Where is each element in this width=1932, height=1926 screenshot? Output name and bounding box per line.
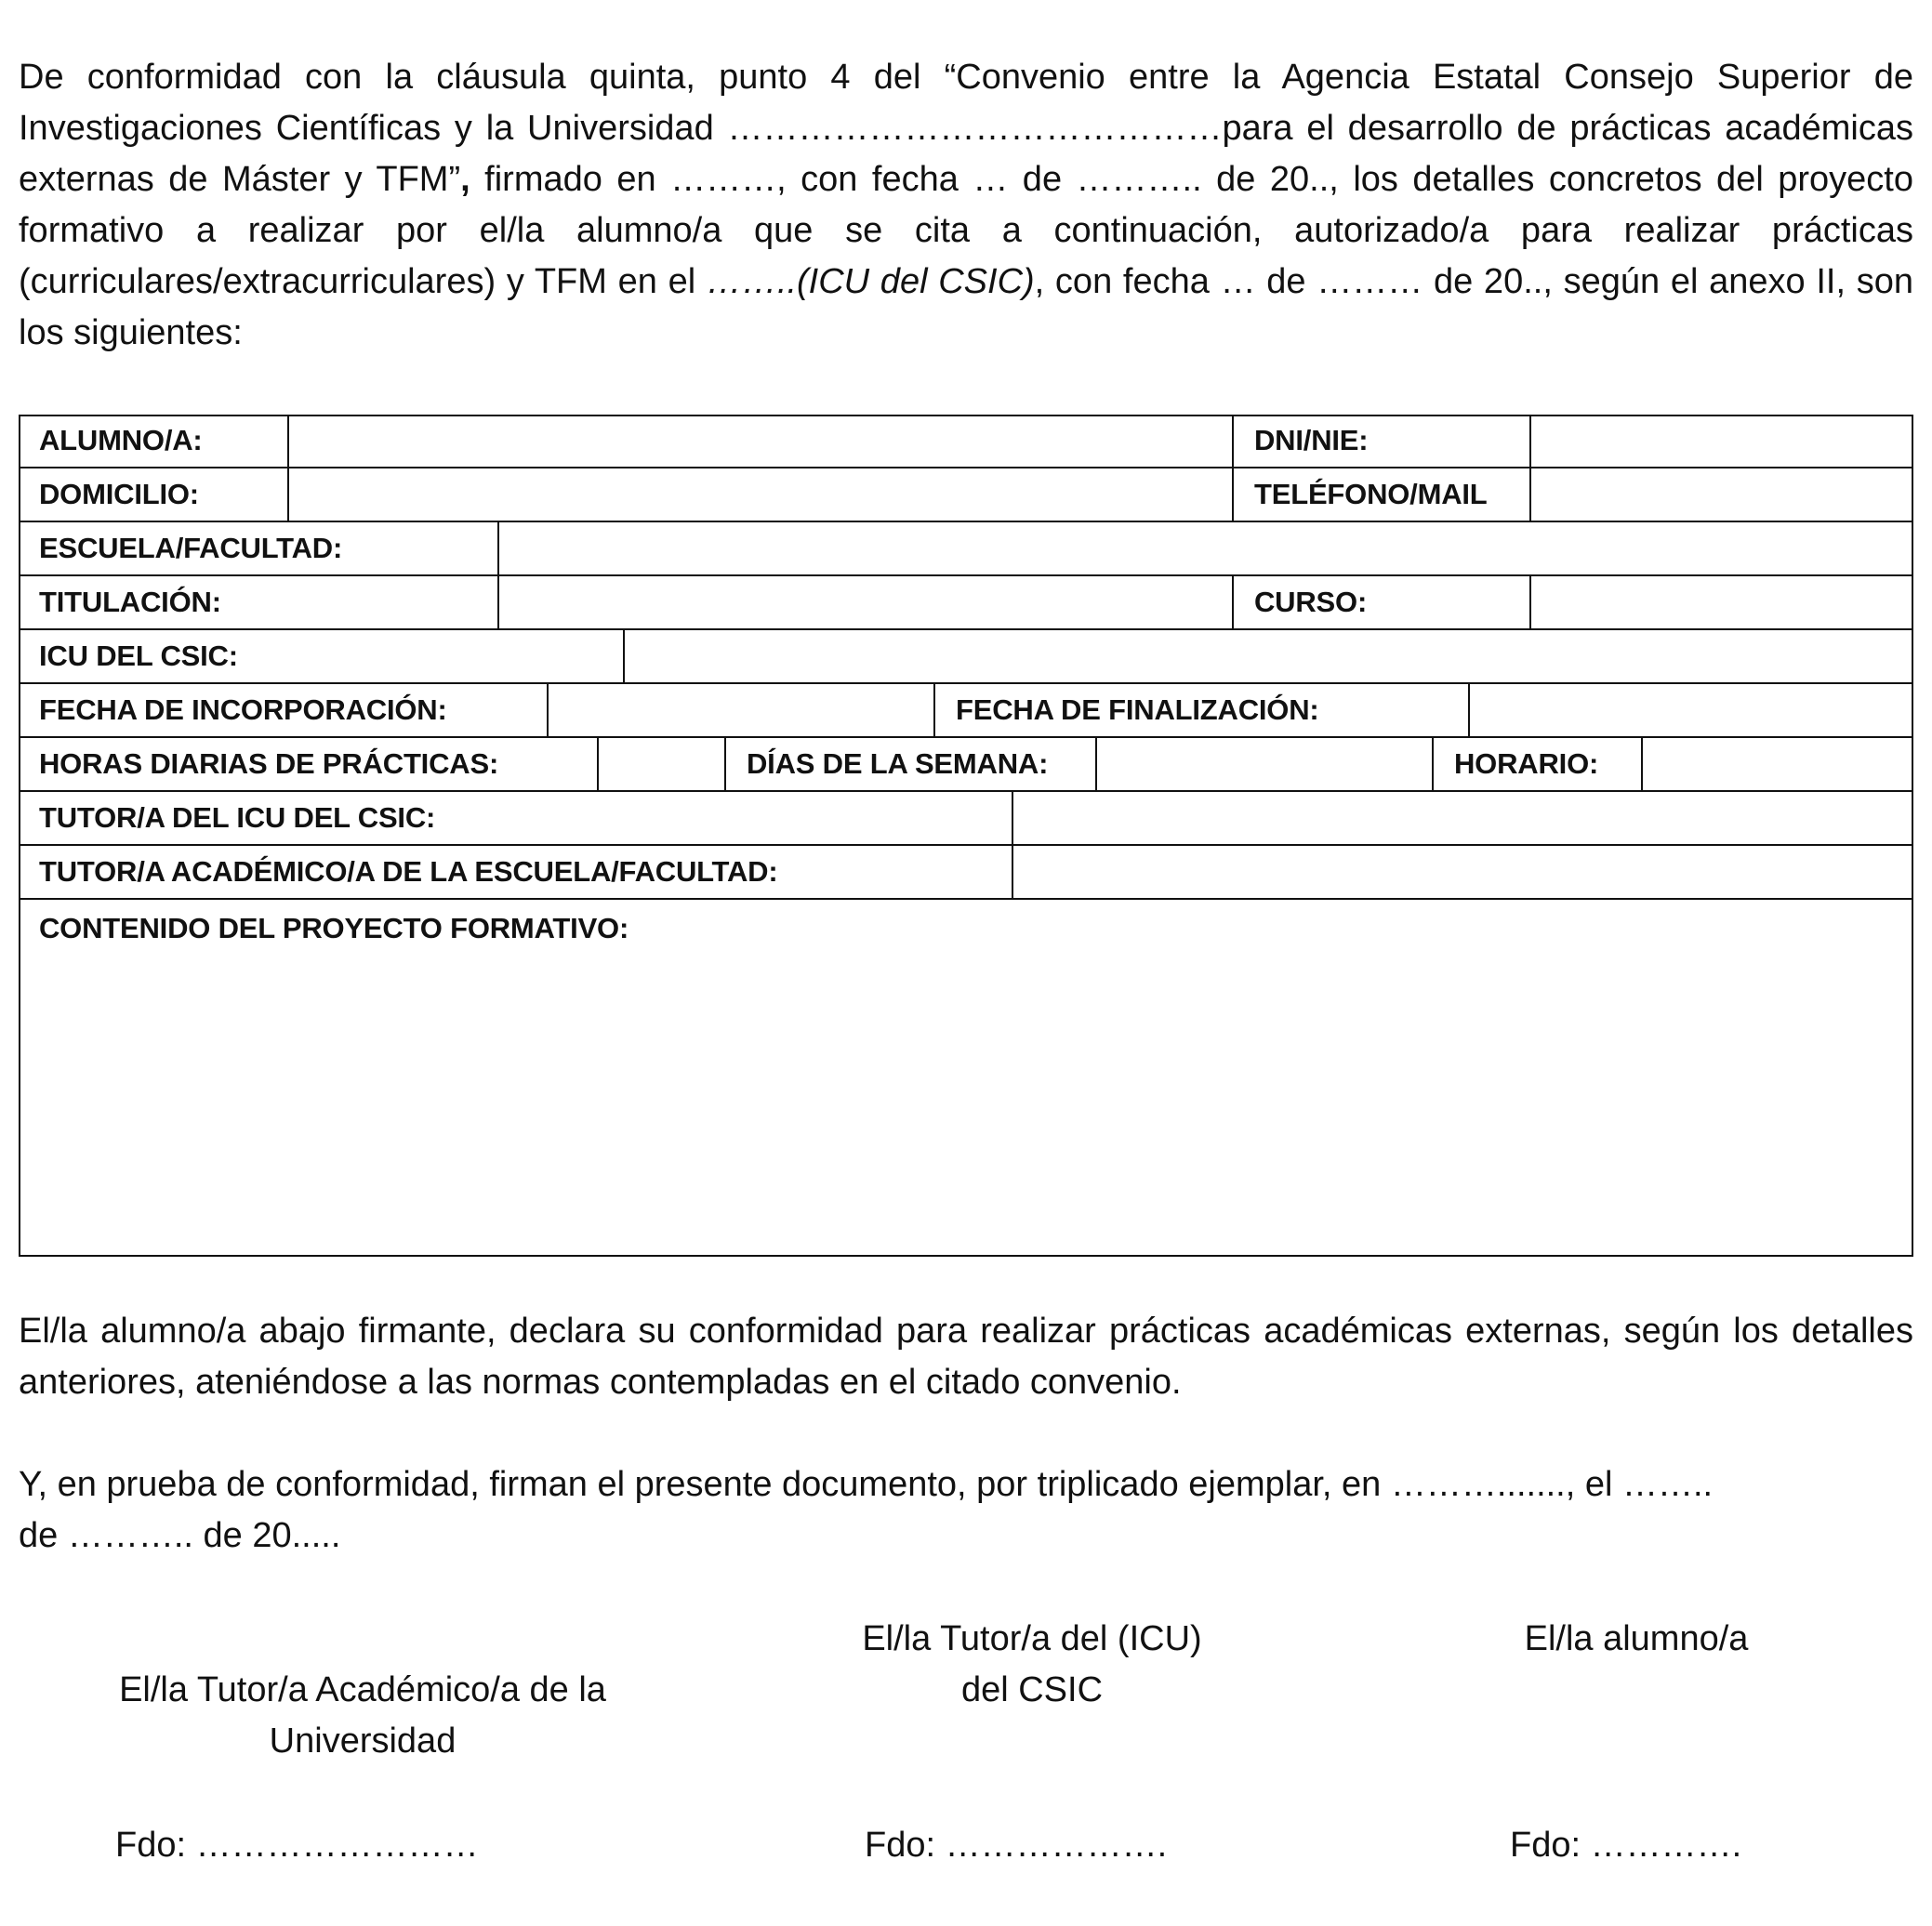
label-domicilio: DOMICILIO: <box>19 468 289 522</box>
declaration-paragraph: El/la alumno/a abajo firmante, declara su conformidad para realizar prácticas académicas externas, según los detalles anteriores, ateniéndose a las normas contempladas en el citado convenio. <box>19 1312 1913 1402</box>
field-escuela[interactable] <box>499 522 1913 576</box>
signature-icu-title: El/la Tutor/a del (ICU) <box>862 1619 1202 1658</box>
field-titulacion[interactable] <box>499 576 1234 630</box>
field-alumno[interactable] <box>289 415 1234 468</box>
intro-paragraph <box>19 52 1913 359</box>
label-horario: HORARIO: <box>1434 738 1643 792</box>
signature-icu-subtitle: del CSIC <box>960 1670 1104 1709</box>
label-tutor-academico: TUTOR/A ACADÉMICO/A DE LA ESCUELA/FACULTAD: <box>19 846 1013 900</box>
field-icu[interactable] <box>625 630 1913 684</box>
signature-alumno <box>1450 1614 1822 1665</box>
field-fecha-finalizacion[interactable] <box>1470 684 1913 738</box>
field-telefono[interactable] <box>1531 468 1913 522</box>
label-contenido: CONTENIDO DEL PROYECTO FORMATIVO: <box>39 912 629 944</box>
field-dni[interactable] <box>1531 415 1913 468</box>
fdo-alumno[interactable]: Fdo: …………. <box>1510 1826 1742 1865</box>
field-fecha-incorporacion[interactable] <box>549 684 935 738</box>
signature-academico-title: El/la Tutor/a Académico/a de la <box>119 1670 606 1709</box>
field-horas-diarias[interactable] <box>599 738 726 792</box>
intro-text-2: firmado en ………, con fecha … de ……….. de 20.., los detalles concretos del proyecto formativo a realizar por el/la alumno/a que se cita a continuación, autorizado/a para realizar prácticas (curriculares/extracurriculares) y TFM en el <box>19 160 1913 301</box>
fdo-academico[interactable]: Fdo: …………………… <box>115 1826 479 1865</box>
field-domicilio[interactable] <box>289 468 1234 522</box>
label-dias-semana: DÍAS DE LA SEMANA: <box>726 738 1097 792</box>
field-tutor-academico[interactable] <box>1013 846 1913 900</box>
label-escuela: ESCUELA/FACULTAD: <box>19 522 499 576</box>
field-contenido-proyecto[interactable] <box>19 900 1913 1257</box>
label-icu: ICU DEL CSIC: <box>19 630 625 684</box>
intro-icu-placeholder: ……..(ICU del CSIC) <box>706 262 1035 301</box>
closing-paragraph <box>19 1459 1913 1562</box>
label-curso: CURSO: <box>1234 576 1531 630</box>
closing-line-2: de ……….. de 20..... <box>19 1516 341 1555</box>
label-horas-diarias: HORAS DIARIAS DE PRÁCTICAS: <box>19 738 599 792</box>
closing-line-1: Y, en prueba de conformidad, firman el presente documento, por triplicado ejemplar, en ………......., el …….. <box>19 1465 1714 1504</box>
signature-alumno-title: El/la alumno/a <box>1524 1619 1749 1658</box>
field-horario[interactable] <box>1643 738 1913 792</box>
label-fecha-finalizacion: FECHA DE FINALIZACIÓN: <box>935 684 1470 738</box>
label-fecha-incorporacion: FECHA DE INCORPORACIÓN: <box>19 684 549 738</box>
intro-text-3: , con fecha … de ……… de 20.., según el anexo II, son los siguientes: <box>19 262 1913 352</box>
label-alumno: ALUMNO/A: <box>19 415 289 468</box>
signature-academico-subtitle: Universidad <box>269 1722 457 1761</box>
label-dni: DNI/NIE: <box>1234 415 1531 468</box>
intro-bold-comma: , <box>460 160 470 199</box>
signature-academico <box>65 1665 660 1767</box>
fdo-icu[interactable]: Fdo: ………………. <box>865 1826 1168 1865</box>
field-dias-semana[interactable] <box>1097 738 1434 792</box>
label-titulacion: TITULACIÓN: <box>19 576 499 630</box>
label-tutor-icu: TUTOR/A DEL ICU DEL CSIC: <box>19 792 1013 846</box>
label-telefono: TELÉFONO/MAIL <box>1234 468 1531 522</box>
intro-text-1: De conformidad con la cláusula quinta, punto 4 del “Convenio entre la Agencia Estatal Consejo Superior de Investigaciones Científicas y la Universidad ……………………………………para el desarrollo de prácticas académicas externas de Máster y TFM” <box>19 58 1913 199</box>
field-curso[interactable] <box>1531 576 1913 630</box>
signature-icu <box>800 1614 1264 1716</box>
field-tutor-icu[interactable] <box>1013 792 1913 846</box>
